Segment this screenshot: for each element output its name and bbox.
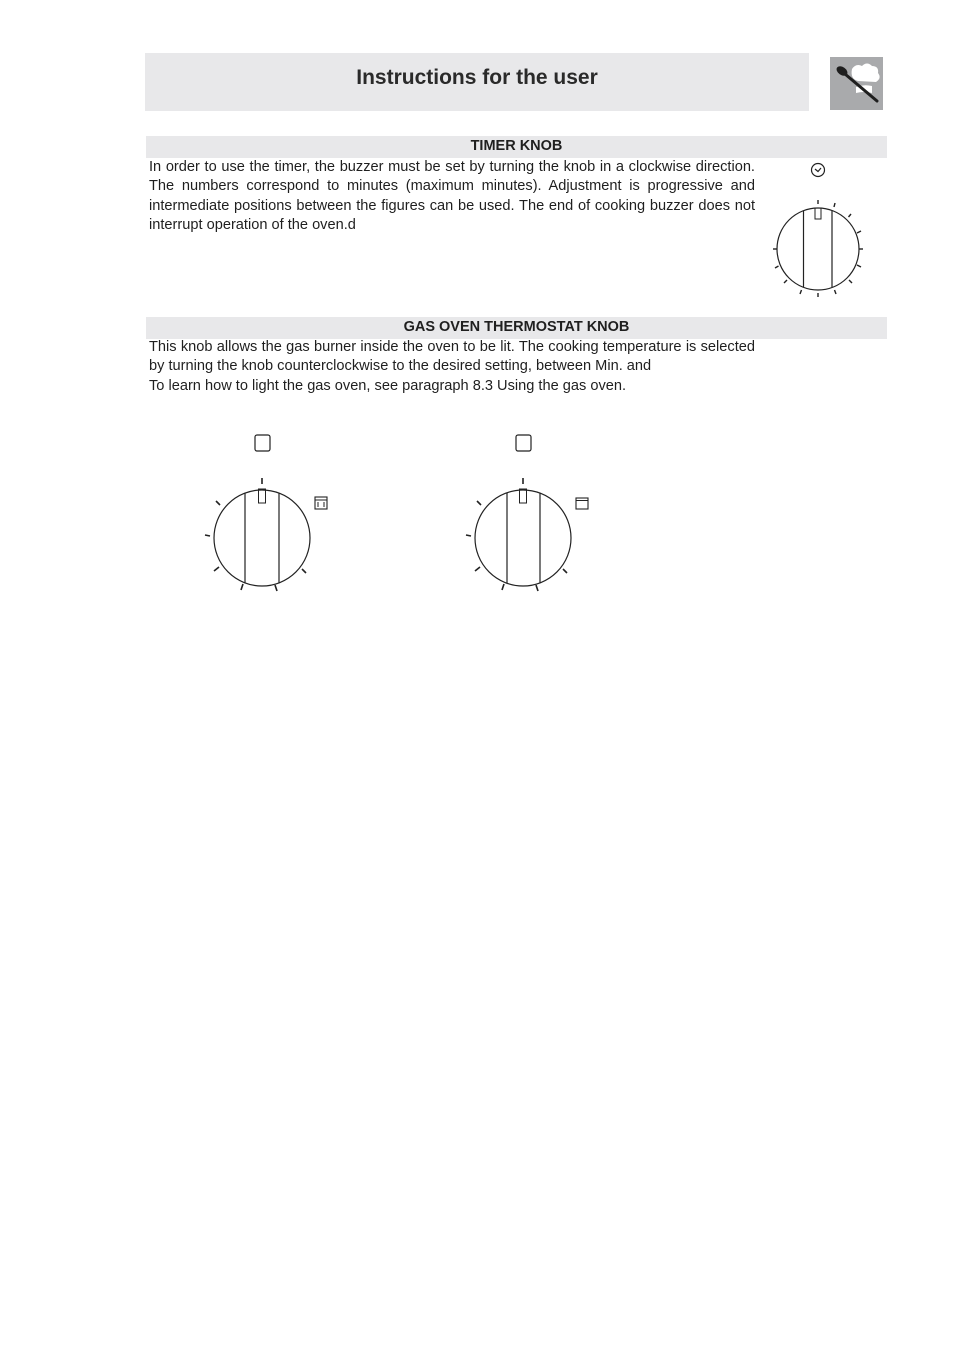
oven-grill-icon bbox=[315, 497, 327, 509]
header-bar bbox=[145, 53, 809, 111]
knob-label-box bbox=[516, 435, 531, 451]
oven-icon bbox=[576, 498, 588, 509]
gas-paragraph-line-1: This knob allows the gas burner inside the oven to be lit. The cooking temperature is selected by turning the knob counterclockwise to the desired setting, between Min. and bbox=[149, 339, 755, 375]
timer-section-header bbox=[146, 136, 887, 158]
knob-label-box bbox=[255, 435, 270, 451]
gas-paragraph bbox=[149, 338, 755, 396]
timer-knob[interactable] bbox=[762, 193, 874, 305]
gas-thermostat-knob-1[interactable] bbox=[188, 430, 338, 602]
timer-paragraph bbox=[149, 158, 755, 235]
spoon-and-chef-hat-icon bbox=[830, 57, 883, 110]
gas-thermostat-knob-2[interactable] bbox=[449, 430, 599, 602]
gas-section-title: GAS OVEN THERMOSTAT KNOB bbox=[403, 319, 630, 335]
clock-icon bbox=[808, 160, 828, 180]
gas-section-header bbox=[146, 317, 887, 339]
gas-paragraph-line-2: To learn how to light the gas oven, see paragraph 8.3 Using the gas oven. bbox=[149, 377, 627, 394]
timer-paragraph-text: In order to use the timer, the buzzer must be set by turning the knob in a clockwise direction. The numbers correspond to minutes (maximum minutes). Adjustment is progressive and intermediate positions between the figures can be used. The end of cooking buzzer does not interrupt operation of the oven.d bbox=[149, 159, 755, 233]
timer-section-title: TIMER KNOB bbox=[470, 138, 563, 154]
page-title: Instructions for the user bbox=[356, 66, 598, 89]
